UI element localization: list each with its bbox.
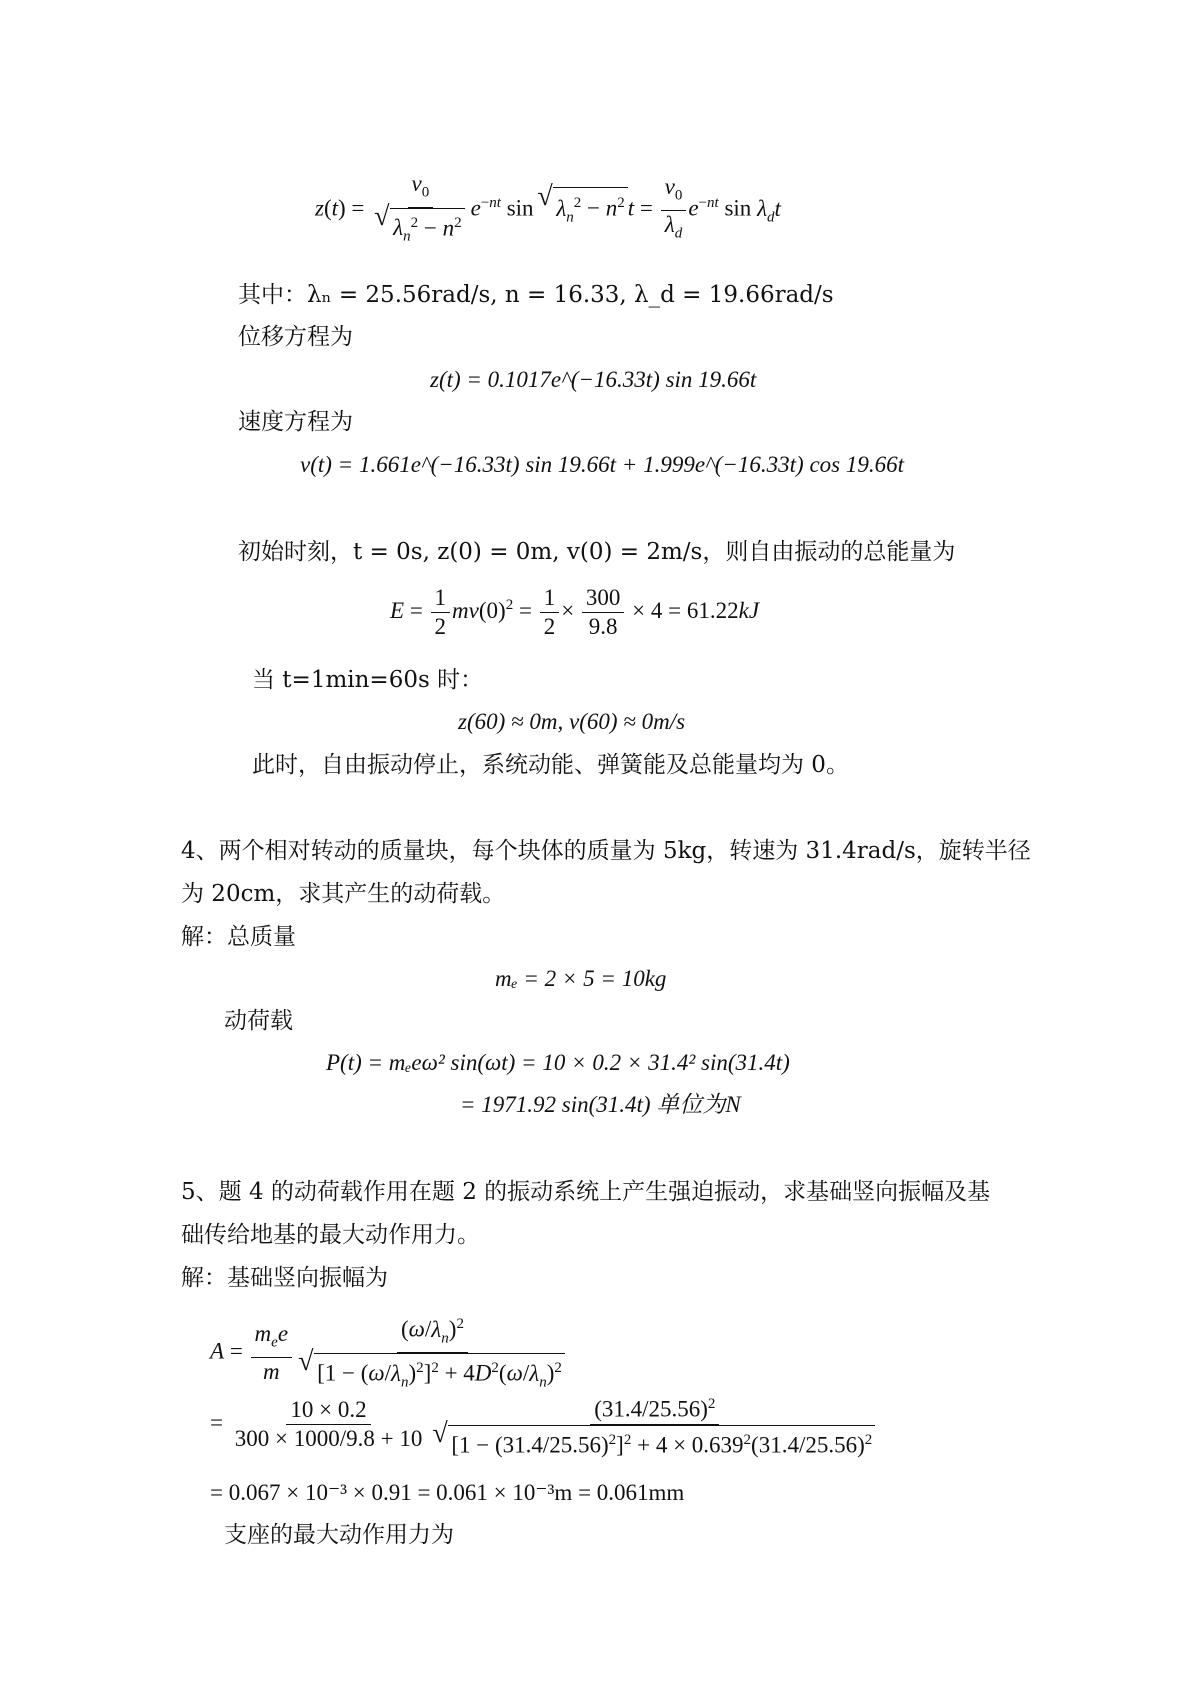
- q5-line-1: 5、题 4 的动荷载作用在题 2 的振动系统上产生强迫振动，求基础竖向振幅及基: [181, 1179, 991, 1205]
- q5-amplitude-result: = 0.067 × 10⁻³ × 0.91 = 0.061 × 10⁻³m = 0.061mm: [210, 1480, 685, 1505]
- q4-load-equation-1: P(t) = mₑeω² sin(ωt) = 10 × 0.2 × 31.4² sin(31.4t): [326, 1050, 790, 1075]
- t60-equation: z(60) ≈ 0m, v(60) ≈ 0m/s: [458, 709, 686, 734]
- q4-solution-label: 解：总质量: [181, 924, 296, 950]
- q4-load-title: 动荷载: [224, 1008, 293, 1034]
- eq-free-vibration: z(t) = $v_0$ √ $\lambda_n^2 - n^2$ $e^{-nt}$ sin √ $\lambda_n^2 - n^2$ t = $\frac{v_0}{\lambda_d}$ $e^{-nt}$ $\sin \lambda_dt$: [315, 170, 781, 251]
- velocity-equation: v(t) = 1.661e^(−16.33t) sin 19.66t + 1.999e^(−16.33t) cos 19.66t: [300, 452, 905, 477]
- q5-solution-label: 解：基础竖向振幅为: [181, 1265, 388, 1291]
- q4-line-1: 4、两个相对转动的质量块，每个块体的质量为 5kg，转速为 31.4rad/s，旋转半径: [181, 838, 1031, 864]
- stop-text: 此时，自由振动停止，系统动能、弹簧能及总能量均为 0。: [252, 752, 849, 778]
- q5-amplitude-equation: A = $\frac{m_ee}{m}$ $(\omega/\lambda_n)^2$ √ $[1 - (\omega/\lambda_n)^2]^2 + 4D^2(\omega/\lambda_n)^2$: [210, 1310, 571, 1397]
- initial-condition: 初始时刻，t = 0s, z(0) = 0m, v(0) = 2m/s，则自由振动的总能量为: [238, 539, 956, 565]
- q5-force-title: 支座的最大动作用力为: [224, 1522, 454, 1548]
- energy-equation: E = $\frac{1}{2}$ $mv(0)^2$ = $\frac{1}{2}$ × $\frac{300}{9.8}$ × 4 = 61.22kJ: [390, 585, 760, 639]
- displacement-title: 位移方程为: [238, 324, 353, 350]
- when-t-line: 当 t=1min=60s 时：: [252, 667, 484, 693]
- q4-load-equation-2: = 1971.92 sin(31.4t) 单位为N: [460, 1092, 741, 1117]
- q4-line-2: 为 20cm，求其产生的动荷载。: [181, 881, 506, 907]
- displacement-equation: z(t) = 0.1017e^(−16.33t) sin 19.66t: [430, 367, 757, 392]
- q5-amplitude-substitution: = $\frac{10 \times 0.2}{300 \times 1000/9.8 + 10}$ $(31.4/25.56)^2$ √ $[1 - (31.4/25.56)^2]^2 + 4 \times 0.639^2(31.4/25.56)^2$: [210, 1390, 881, 1459]
- q4-mass-equation: mₑ = 2 × 5 = 10kg: [495, 966, 667, 991]
- q5-line-2: 础传给地基的最大动作用力。: [181, 1222, 480, 1248]
- velocity-title: 速度方程为: [238, 409, 353, 435]
- params-line: 其中：λₙ = 25.56rad/s, n = 16.33, λ_d = 19.66rad/s: [238, 282, 834, 308]
